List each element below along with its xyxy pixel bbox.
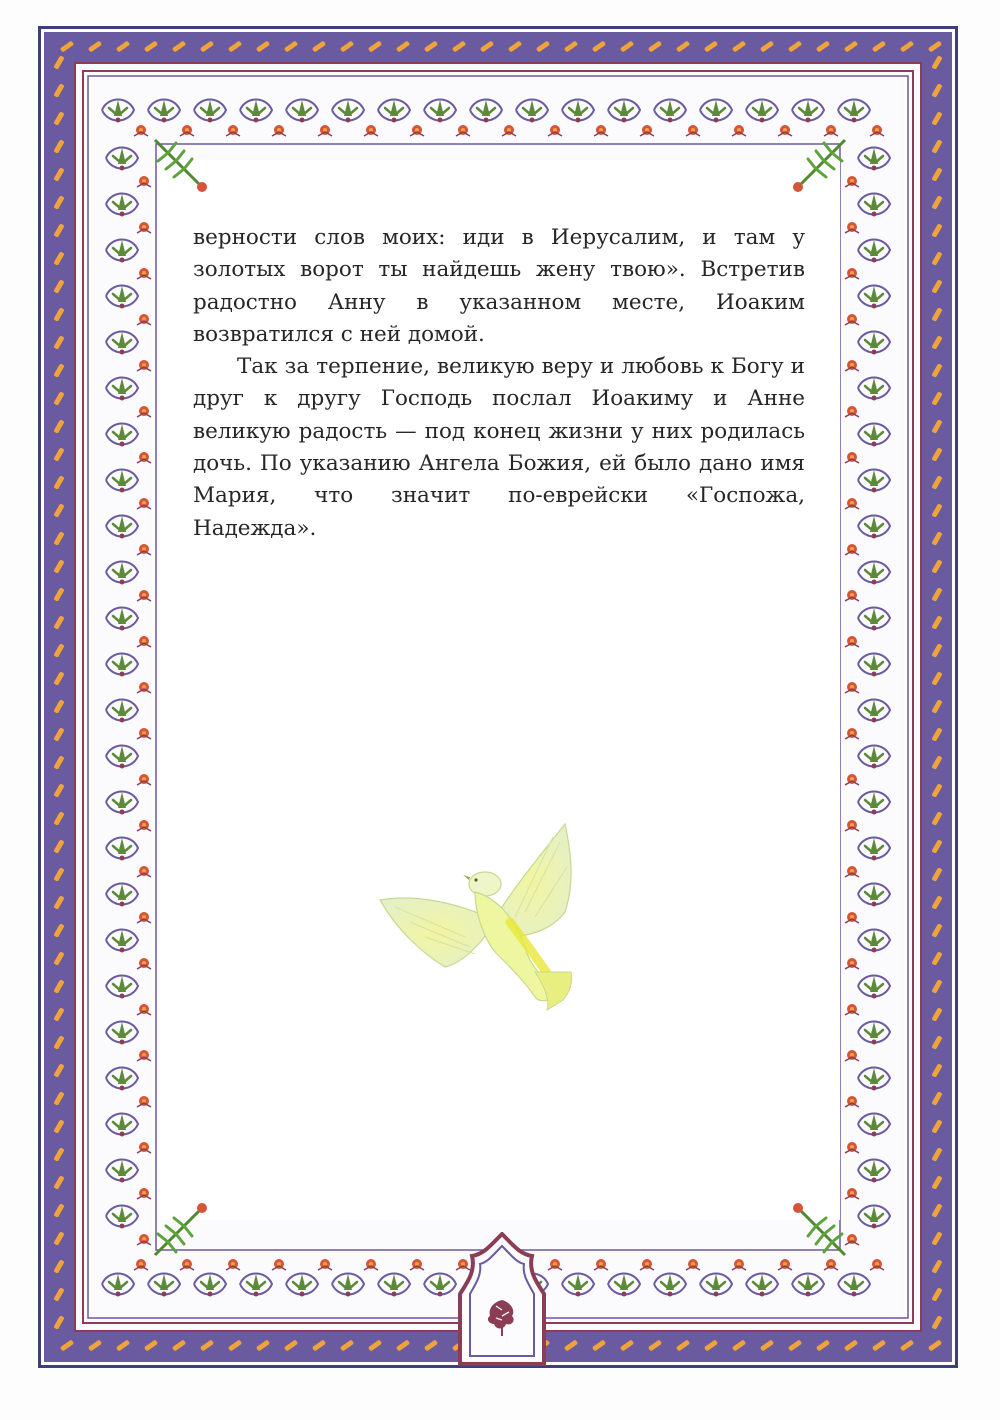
corner-sprig-icon: [790, 135, 850, 195]
corner-sprig-icon: [150, 135, 210, 195]
dove-icon: [375, 822, 605, 1012]
body-text: [193, 222, 805, 545]
paragraph-2: Так за терпение, великую веру и любовь к Богу и друг к другу Господь послал Иоакиму и Анне великую радость — под конец жизни у них родилась дочь. По указанию Ангела Божия, ей было дано имя Мария, что значит по-еврейски «Госпожа, Надежда».: [193, 354, 805, 541]
corner-sprig-icon: [790, 1200, 850, 1260]
corner-sprig-icon: [150, 1200, 210, 1260]
paragraph-1: верности слов моих: иди в Иерусалим, и там у золотых ворот ты найдешь жену твою». Встретив радостно Анну в указанном месте, Иоаким возвратился с ней домой.: [193, 225, 805, 347]
page-badge: [458, 1232, 546, 1372]
